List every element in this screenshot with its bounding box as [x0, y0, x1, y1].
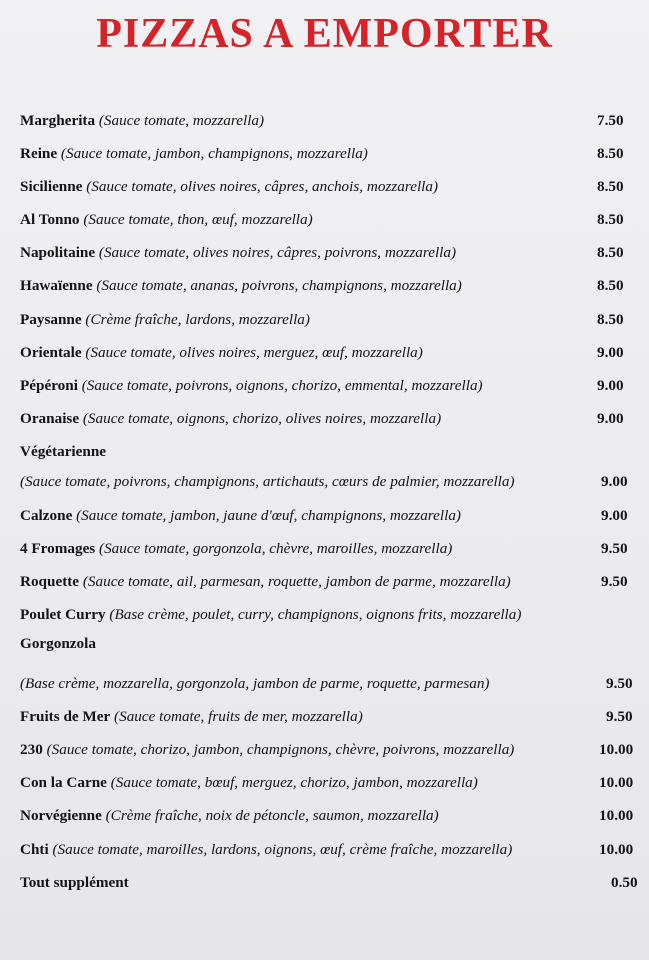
pizza-price: 10.00	[599, 841, 634, 858]
menu-item	[20, 175, 644, 199]
pizza-ingredients: (Sauce tomate, mozzarella)	[98, 112, 265, 129]
pizza-ingredients: (Crème fraîche, noix de pétoncle, saumon, mozzarella)	[105, 807, 439, 824]
pizza-name: Napolitaine	[20, 244, 96, 261]
pizza-ingredients: (Sauce tomate, thon, œuf, mozzarella)	[83, 211, 313, 228]
pizza-price: 9.50	[601, 573, 628, 590]
pizza-price: 8.50	[597, 311, 624, 328]
pizza-ingredients: (Sauce tomate, ananas, poivrons, champignons, mozzarella)	[96, 277, 462, 294]
pizza-ingredients: (Sauce tomate, olives noires, câpres, anchois, mozzarella)	[86, 178, 439, 195]
pizza-name: Roquette	[20, 573, 80, 590]
menu-item	[20, 274, 644, 298]
pizza-name: Fruits de Mer	[20, 708, 111, 725]
pizza-ingredients: (Crème fraîche, lardons, mozzarella)	[85, 311, 310, 328]
pizza-ingredients: (Base crème, poulet, curry, champignons, oignons frits, mozzarella)	[109, 606, 522, 623]
menu-item	[20, 838, 644, 862]
pizza-price: 9.00	[597, 344, 624, 361]
menu-item	[20, 603, 644, 627]
pizza-name: Calzone	[20, 507, 73, 524]
pizza-ingredients: (Sauce tomate, jambon, champignons, mozzarella)	[60, 145, 368, 162]
pizza-price: 9.00	[601, 507, 628, 524]
pizza-name: Con la Carne	[20, 774, 107, 791]
pizza-price: 9.50	[601, 540, 628, 557]
pizza-name: Paysanne	[20, 311, 82, 328]
pizza-price: 9.50	[606, 675, 633, 692]
pizza-name: Poulet Curry	[20, 606, 106, 623]
pizza-ingredients: (Sauce tomate, bœuf, merguez, chorizo, jambon, mozzarella)	[110, 774, 478, 791]
pizza-name: Pépéroni	[20, 377, 78, 394]
menu-title: PIZZAS A EMPORTER	[96, 11, 553, 57]
menu-item	[20, 241, 644, 265]
pizza-name: Oranaise	[20, 410, 80, 427]
pizza-price: 8.50	[597, 277, 624, 294]
menu-item	[20, 738, 644, 762]
pizza-name: 230	[20, 741, 43, 758]
menu-item	[20, 705, 644, 729]
pizza-price: 0.50	[611, 874, 638, 891]
pizza-price: 9.00	[597, 377, 624, 394]
pizza-price: 7.50	[597, 112, 624, 129]
pizza-ingredients: (Base crème, mozzarella, gorgonzola, jambon de parme, roquette, parmesan)	[20, 675, 490, 692]
menu-item	[20, 142, 644, 166]
pizza-name: Hawaïenne	[20, 277, 93, 294]
pizza-price: 8.50	[597, 145, 624, 162]
pizza-name: Chti	[20, 841, 49, 858]
menu-item	[20, 374, 644, 398]
pizza-price: 10.00	[599, 774, 634, 791]
pizza-name: Reine	[20, 145, 58, 162]
pizza-price: 10.00	[599, 741, 634, 758]
menu-item	[20, 341, 644, 365]
pizza-name: 4 Fromages	[20, 540, 96, 557]
menu-item	[20, 407, 644, 431]
menu-item	[20, 470, 644, 494]
menu-item	[20, 672, 644, 696]
pizza-name: Végétarienne	[20, 443, 107, 460]
pizza-name: Margherita	[20, 112, 96, 129]
pizza-name: Tout supplément	[20, 874, 129, 891]
menu-item	[20, 632, 644, 656]
pizza-ingredients: (Sauce tomate, poivrons, oignons, chorizo, emmental, mozzarella)	[81, 377, 483, 394]
menu-item	[20, 440, 644, 464]
menu-item	[20, 871, 644, 895]
pizza-ingredients: (Sauce tomate, ail, parmesan, roquette, jambon de parme, mozzarella)	[82, 573, 511, 590]
pizza-ingredients: (Sauce tomate, chorizo, jambon, champignons, chèvre, poivrons, mozzarella)	[46, 741, 515, 758]
menu-item	[20, 570, 644, 594]
pizza-price: 8.50	[597, 178, 624, 195]
pizza-price: 10.00	[599, 807, 634, 824]
pizza-name: Orientale	[20, 344, 82, 361]
pizza-ingredients: (Sauce tomate, olives noires, câpres, poivrons, mozzarella)	[98, 244, 457, 261]
pizza-ingredients: (Sauce tomate, fruits de mer, mozzarella)	[114, 708, 363, 725]
pizza-name: Sicilienne	[20, 178, 83, 195]
pizza-ingredients: (Sauce tomate, oignons, chorizo, olives noires, mozzarella)	[82, 410, 442, 427]
menu-item	[20, 109, 644, 133]
pizza-name: Gorgonzola	[20, 635, 96, 652]
pizza-name: Al Tonno	[20, 211, 80, 228]
pizza-price: 8.50	[597, 244, 624, 261]
menu-item	[20, 308, 644, 332]
menu-item	[20, 504, 644, 528]
menu-item	[20, 771, 644, 795]
pizza-price: 8.50	[597, 211, 624, 228]
pizza-ingredients: (Sauce tomate, poivrons, champignons, artichauts, cœurs de palmier, mozzarella)	[20, 473, 515, 490]
pizza-name: Norvégienne	[20, 807, 102, 824]
menu-item	[20, 804, 644, 828]
pizza-price: 9.00	[597, 410, 624, 427]
pizza-price: 9.00	[601, 473, 628, 490]
pizza-ingredients: (Sauce tomate, olives noires, merguez, œuf, mozzarella)	[85, 344, 423, 361]
menu-item	[20, 208, 644, 232]
menu-item	[20, 537, 644, 561]
pizza-ingredients: (Sauce tomate, jambon, jaune d'œuf, champignons, mozzarella)	[76, 507, 461, 524]
pizza-price: 9.50	[606, 708, 633, 725]
pizza-ingredients: (Sauce tomate, gorgonzola, chèvre, maroilles, mozzarella)	[99, 540, 453, 557]
pizza-ingredients: (Sauce tomate, maroilles, lardons, oignons, œuf, crème fraîche, mozzarella)	[52, 841, 513, 858]
